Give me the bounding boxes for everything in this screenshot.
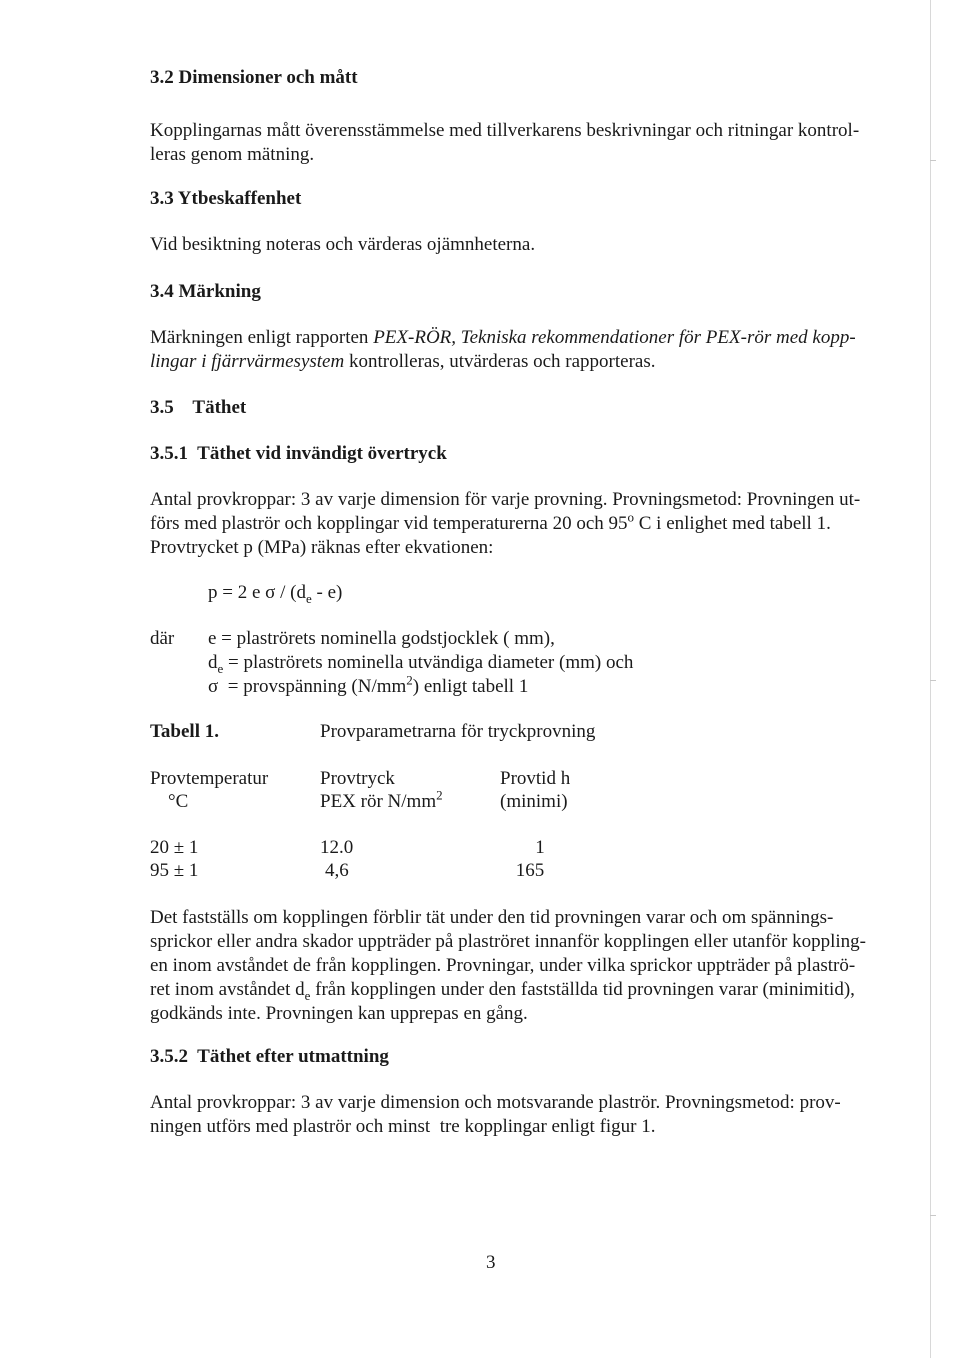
definition-de: $d_e$ = plaströrets nominella utvändiga diameter (mm) och: [208, 652, 634, 676]
table-cell-temp-row2: 95 ± 1: [150, 860, 199, 881]
scan-edge-tick: [930, 160, 936, 161]
paragraph-3-4-line1: Märkningen enligt rapporten PEX-RÖR, Tekniska rekommendationer för PEX-rör med kopp-: [150, 327, 856, 348]
table-cell-temp-row1: 20 ± 1: [150, 837, 199, 858]
paragraph-3-4-line2: lingar i fjärrvärmesystem kontrolleras, utvärderas och rapporteras.: [150, 351, 656, 372]
paragraph-3-3: Vid besiktning noteras och värderas ojämnheterna.: [150, 234, 536, 255]
paragraph-result-line1: Det fastställs om kopplingen förblir tät under den tid provningen varar och om spännings-: [150, 907, 834, 928]
heading-3-5-2: 3.5.2 Täthet efter utmattning: [150, 1046, 389, 1067]
column-header-time-note: (minimi): [500, 791, 568, 812]
paragraph-3-2-line1: Kopplingarnas mått överensstämmelse med tillverkarens beskrivningar och ritningar kontrol-: [150, 120, 860, 141]
table-cell-pressure-row2: 4,6: [325, 860, 349, 881]
scan-edge-tick: [930, 1215, 936, 1216]
table-caption: Provparametrarna för tryckprovning: [320, 721, 596, 742]
definition-sigma: σ = provspänning $(N/mm^2)$ enligt tabell 1: [208, 672, 529, 697]
paragraph-3-5-1-line2: förs med plaströr och kopplingar vid temperaturerna 20 och 95$^o$ C i enlighet med tabell 1.: [150, 509, 831, 534]
column-header-time: Provtid h: [500, 768, 571, 789]
table-label: Tabell 1.: [150, 721, 219, 742]
heading-3-5-1: 3.5.1 Täthet vid invändigt övertryck: [150, 443, 447, 464]
page-number: 3: [486, 1252, 496, 1273]
paragraph-result-line2: sprickor eller andra skador uppträder på plaströret innanför kopplingen eller utanför koppling-: [150, 931, 866, 952]
table-cell-pressure-row1: 12.0: [320, 837, 354, 858]
scan-edge-tick: [930, 680, 936, 681]
paragraph-result-line5: godkänds inte. Provningen kan upprepas en gång.: [150, 1003, 528, 1024]
table-cell-time-row2: 165: [515, 860, 545, 881]
column-header-pressure-unit: PEX rör $N/mm^2$: [320, 787, 443, 812]
paragraph-3-5-1-line1: Antal provkroppar: 3 av varje dimension för varje provning. Provningsmetod: Provningen ut-: [150, 489, 861, 510]
paragraph-result-line3: en inom avståndet de från kopplingen. Provningar, under vilka sprickor uppträder på plaströ-: [150, 955, 856, 976]
where-label: där: [150, 628, 175, 649]
paragraph-3-5-2-line2: ningen utförs med plaströr och minst tre kopplingar enligt figur 1.: [150, 1116, 656, 1137]
paragraph-3-5-1-line3: Provtrycket p (MPa) räknas efter ekvationen:: [150, 537, 494, 558]
scan-edge-line: [930, 0, 931, 1358]
heading-3-4: 3.4 Märkning: [150, 281, 261, 302]
paragraph-3-2-line2: leras genom mätning.: [150, 144, 315, 165]
column-header-temperature: Provtemperatur: [150, 768, 269, 789]
column-header-pressure: Provtryck: [320, 768, 395, 789]
heading-3-5: 3.5 Täthet: [150, 397, 247, 418]
table-cell-time-row1: 1: [535, 837, 545, 858]
column-header-temperature-unit: °C: [168, 791, 189, 812]
paragraph-result-line4: ret inom avståndet $d_e$ från kopplingen under den fastställda tid provningen varar (minimitid),: [150, 979, 855, 1003]
heading-3-3: 3.3 Ytbeskaffenhet: [150, 188, 302, 209]
heading-3-2: 3.2 Dimensioner och mått: [150, 67, 358, 88]
definition-e: e = plaströrets nominella godstjocklek ( mm),: [208, 628, 555, 649]
paragraph-3-5-2-line1: Antal provkroppar: 3 av varje dimension och motsvarande plaströr. Provningsmetod: prov-: [150, 1092, 841, 1113]
pressure-equation: p = 2 e σ / $(d_e - e)$: [208, 582, 343, 606]
